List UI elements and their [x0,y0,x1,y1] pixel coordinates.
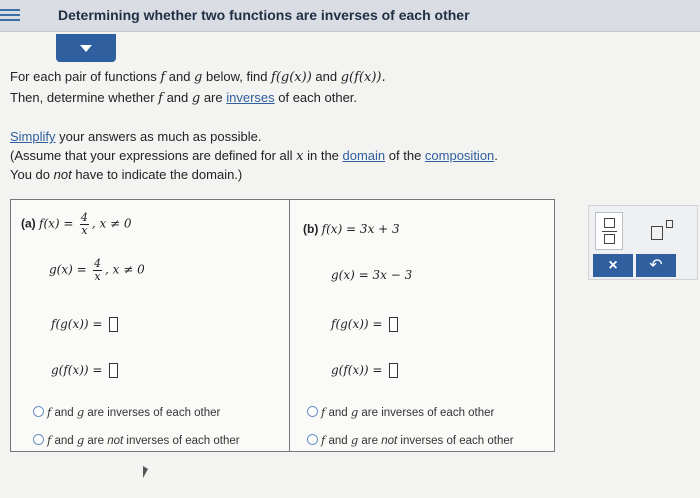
instructions-line-2: (Assume that your expressions are defined for all x in the domain of the composition. [10,148,498,164]
exponent-template-button[interactable] [639,212,691,250]
domain-link[interactable]: domain [342,148,386,163]
part-b-f-definition: (b) f(x) = 3x + 3 [303,222,400,236]
radio-button[interactable] [307,434,318,445]
radio-button[interactable] [33,434,44,445]
numerator-box-icon [604,218,615,228]
denominator-box-icon [604,234,615,244]
power-box-icon [666,220,673,228]
instructions-line-1: Simplify your answers as much as possible. [10,129,262,144]
undo-button[interactable]: ↶ [636,254,676,277]
instructions-line-3: You do not have to indicate the domain.) [10,167,243,182]
part-b-fg-answer-input[interactable] [389,317,398,332]
part-a-f-definition: (a) f(x) = $\frac{4}{x}$ , x ≠ 0 [21,211,132,237]
part-b-option-not-inverses[interactable]: f and g are not inverses of each other [307,433,514,447]
intro-line-2: Then, determine whether f and g are inverses of each other. [10,90,358,106]
gf-expression: g(f(x)). [340,70,386,85]
part-b-gf-answer-input[interactable] [389,363,398,378]
mouse-pointer-icon [143,466,148,478]
part-b-option-inverses[interactable]: f and g are inverses of each other [307,405,494,419]
inverses-link[interactable]: inverses [226,90,275,105]
part-a-g-definition: g(x) = $\frac{4}{x}$ , x ≠ 0 [49,257,145,283]
fg-expression: f(g(x)) [271,70,312,85]
header-bar [0,0,700,32]
radio-button[interactable] [33,406,44,417]
part-a-fg-answer-input[interactable] [109,317,118,332]
part-b-label: (b) [303,222,319,236]
column-divider [289,200,290,451]
page-title: Determining whether two functions are inverses of each other [58,7,470,23]
part-b-gf-row: g(f(x)) = [331,363,398,378]
part-a-fg-row: f(g(x)) = [51,317,118,332]
problem-box [10,199,555,452]
collapse-toggle-button[interactable] [56,34,116,62]
composition-link[interactable]: composition [424,148,495,163]
fraction-template-button[interactable] [595,212,623,250]
clear-button[interactable]: × [593,254,633,277]
menu-icon[interactable] [0,6,22,24]
part-a-gf-row: g(f(x)) = [51,363,118,378]
simplify-link[interactable]: Simplify [10,129,56,144]
part-a-label: (a) [21,216,36,231]
radio-button[interactable] [307,406,318,417]
intro-line-1: For each pair of functions f and g below, find f(g(x)) and g(f(x)). [10,69,386,85]
part-a-option-inverses[interactable]: f and g are inverses of each other [33,405,220,419]
base-box-icon [651,226,663,240]
part-a-option-not-inverses[interactable]: f and g are not inverses of each other [33,433,240,447]
math-toolbar [588,205,698,280]
part-b-g-definition: g(x) = 3x − 3 [331,268,413,282]
part-a-gf-answer-input[interactable] [109,363,118,378]
chevron-down-icon [80,45,92,52]
part-b-fg-row: f(g(x)) = [331,317,398,332]
